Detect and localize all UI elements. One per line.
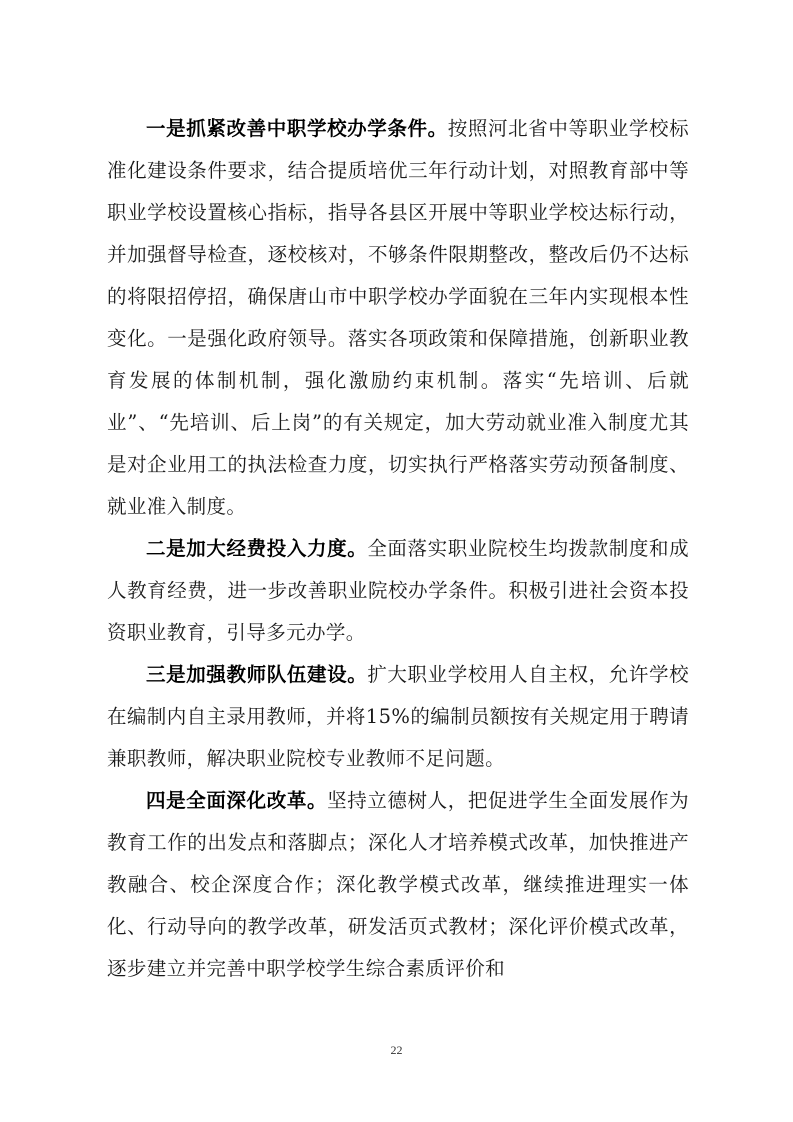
paragraph-1-text: 按照河北省中等职业学校标准化建设条件要求，结合提质培优三年行动计划，对照教育部中等职业学校设置核心指标，指导各县区开展中等职业学校达标行动，并加强督导检查，逐校核对，不够条件限期整改，整改后仍不达标的将限招停招，确保唐山市中职学校办学面貌在三年内实现根本性变化。一是强化政府领导。落实各项政策和保障措施，创新职业教育发展的体制机制，强化激励约束机制。落实“先培训、后就业”、“先培训、后上岗”的有关规定，加大劳动就业准入制度尤其是对企业用工的执法检查力度，切实执行严格落实劳动预备制度、就业准入制度。	[107, 117, 689, 518]
paragraph-4	[107, 780, 689, 990]
paragraph-2-text: 全面落实职业院校生均拨款制度和成人教育经费，进一步改善职业院校办学条件。积极引进社会资本投资职业教育，引导多元办学。	[107, 537, 689, 644]
paragraph-3-heading: 三是加强教师队伍建设。	[146, 663, 368, 686]
paragraph-2	[107, 528, 689, 654]
paragraph-4-heading: 四是全面深化改革。	[146, 789, 328, 812]
paragraph-4-text: 坚持立德树人，把促进学生全面发展作为教育工作的出发点和落脚点；深化人才培养模式改革，加快推进产教融合、校企深度合作；深化教学模式改革，继续推进理实一体化、行动导向的教学改革，研发活页式教材；深化评价模式改革，逐步建立并完善中职学校学生综合素质评价和	[107, 789, 689, 980]
page-number: 22	[390, 1043, 403, 1057]
body-text	[107, 108, 689, 990]
paragraph-1	[107, 108, 689, 528]
paragraph-2-heading: 二是加大经费投入力度。	[146, 537, 368, 560]
paragraph-3	[107, 654, 689, 780]
paragraph-1-heading: 一是抓紧改善中职学校办学条件。	[146, 117, 448, 140]
paragraph-3-text: 扩大职业学校用人自主权，允许学校在编制内自主录用教师，并将15%的编制员额按有关规定用于聘请兼职教师，解决职业院校专业教师不足问题。	[107, 663, 689, 770]
